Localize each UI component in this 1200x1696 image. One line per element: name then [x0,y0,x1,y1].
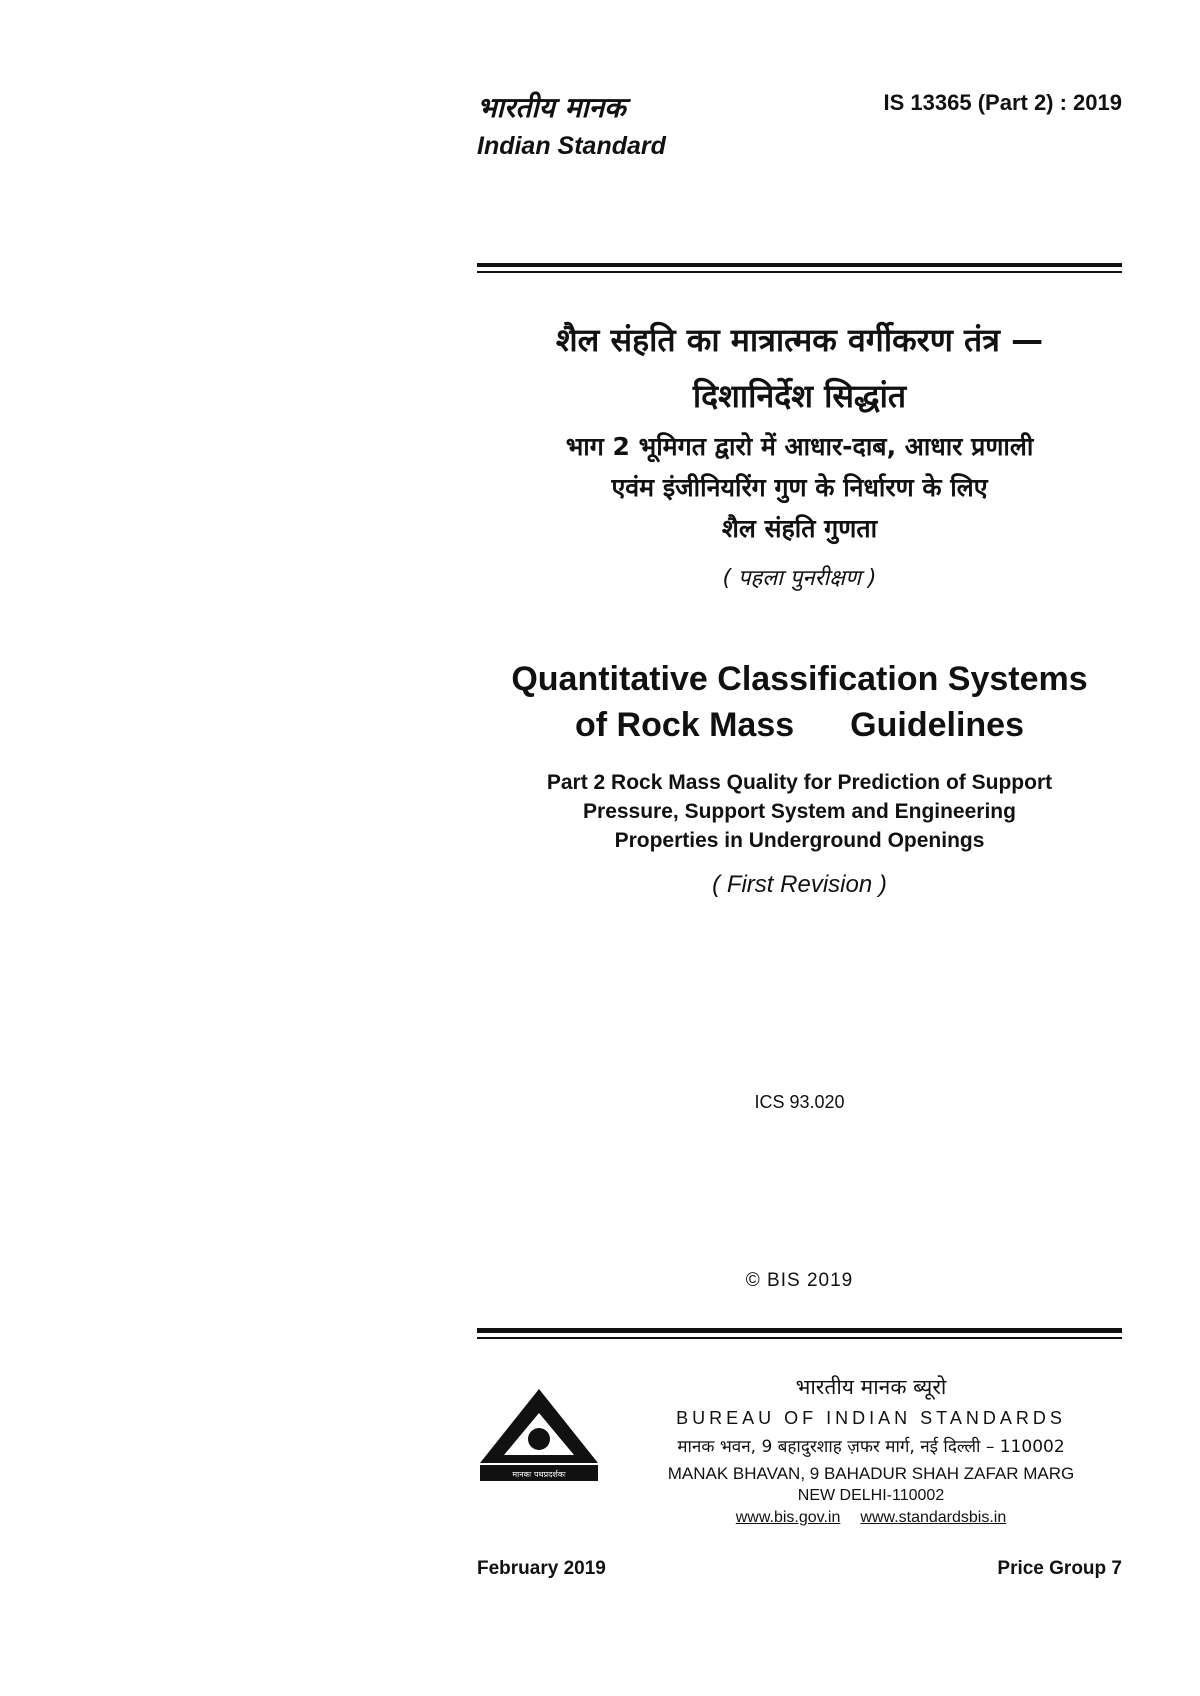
english-title-line2-left: of Rock Mass [574,706,795,744]
publisher-address-line2: NEW DELHI-110002 [797,1487,945,1504]
english-title-line2-right: Guidelines [850,706,1024,744]
publisher-hindi-address: मानक भवन, 9 बहादुरशाह ज़फर मार्ग, नई दिल्ली – 110002 [677,1437,1065,1457]
english-title-line2 [477,702,1122,748]
bottom-rule-thick [477,1328,1122,1333]
website-link-bis[interactable]: www.bis.gov.in [735,1509,841,1526]
english-part-line2: Pressure, Support System and Engineering [583,800,1016,823]
price-group: Price Group 7 [997,1558,1122,1579]
copyright-notice: © BIS 2019 [745,1270,854,1291]
hindi-title-line1: शैल संहति का मात्रात्मक वर्गीकरण तंत्र — [555,321,1044,359]
publisher-english-name: BUREAU OF INDIAN STANDARDS [676,1408,1066,1428]
bottom-rule-thin [477,1337,1122,1339]
publisher-websites [620,1506,1122,1529]
ics-code: ICS 93.020 [754,1092,845,1112]
publisher-address-line1: MANAK BHAVAN, 9 BAHADUR SHAH ZAFAR MARG [667,1464,1075,1483]
publisher-hindi-name: भारतीय मानक ब्यूरो [795,1375,947,1399]
english-title [477,656,1122,748]
website-link-standardsbis[interactable]: www.standardsbis.in [860,1509,1007,1526]
hindi-part-line3: शैल संहति गुणता [721,514,878,543]
publication-date: February 2019 [477,1558,606,1579]
english-title-line1: Quantitative Classification Systems [511,660,1088,698]
hindi-part-line2: एवंम इंजीनियरिंग गुण के निर्धारण के लिए [611,473,988,502]
hindi-title [477,312,1122,424]
hindi-title-line2: दिशानिर्देश सिद्धांत [692,377,907,415]
english-revision: ( First Revision ) [712,871,887,898]
top-rule-thick [477,263,1122,267]
hindi-part-title [477,426,1122,549]
hindi-part-line1: भाग 2 भूमिगत द्वारो में आधार-दाब, आधार प्रणाली [565,432,1034,461]
hindi-revision: ( पहला पुनरीक्षण ) [722,566,877,591]
hindi-indian-standard-label: भारतीय मानक [477,91,626,124]
standard-number: IS 13365 (Part 2) : 2019 [883,90,1122,115]
bis-logo-icon [478,1385,600,1485]
indian-standard-label: Indian Standard [477,132,666,160]
publisher-block [620,1370,1122,1529]
bis-logo-motto: मानकः पथप्रदर्शकः [512,1470,566,1479]
english-part-line1: Part 2 Rock Mass Quality for Prediction of Support [546,771,1053,794]
english-part-line3: Properties in Underground Openings [614,829,985,852]
top-rule-thin [477,271,1122,273]
english-part-title [477,768,1122,855]
